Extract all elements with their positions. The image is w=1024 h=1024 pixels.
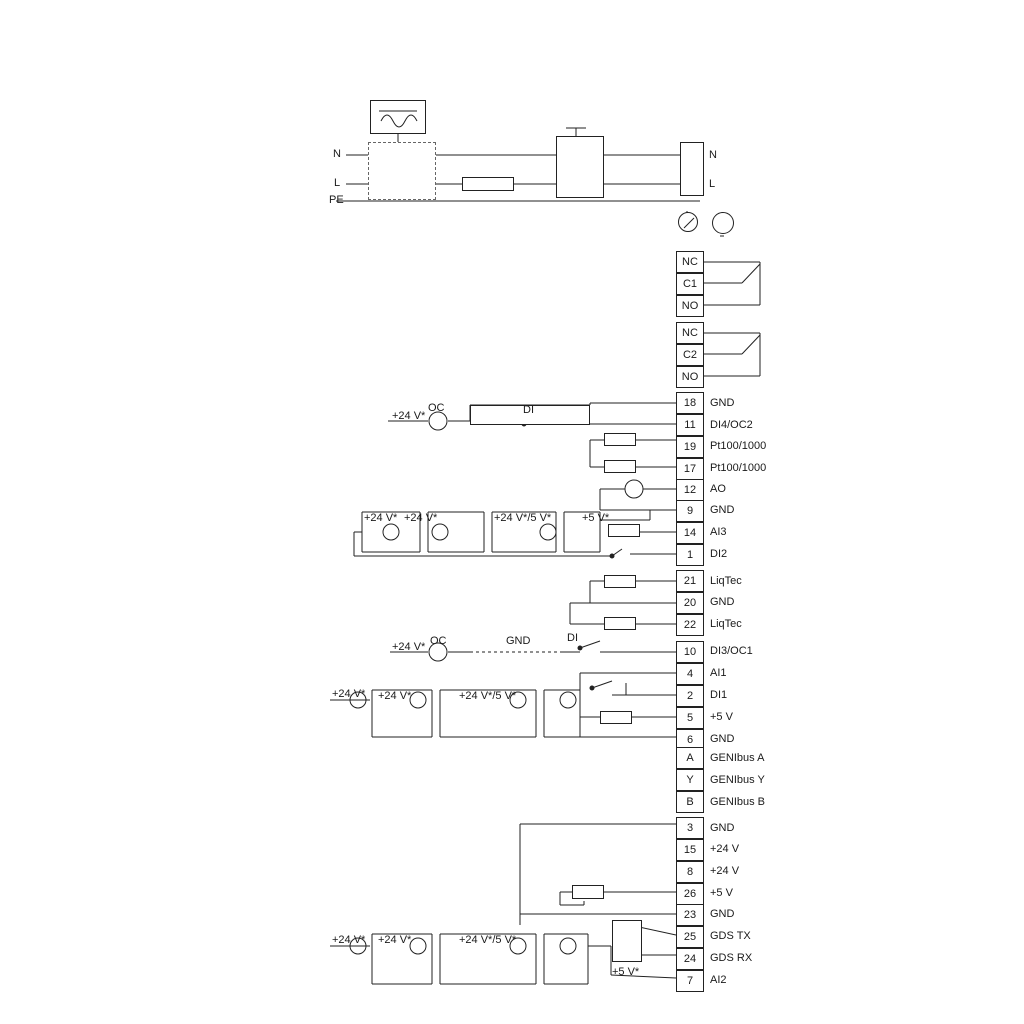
ai3-potentiometer [608, 524, 640, 537]
terminal-a-label: GENIbus A [710, 752, 765, 764]
ac-waveform-icon [370, 100, 426, 134]
terminal-3: 3 [676, 817, 704, 839]
terminal-24: 24 [676, 948, 704, 970]
annotation-oc-a: OC [428, 402, 445, 414]
annotation-di-a: DI [523, 404, 534, 416]
terminal-21-label: LiqTec [710, 575, 742, 587]
annotation-gnd-b: GND [506, 635, 531, 647]
terminal-10: 10 [676, 641, 704, 663]
pt100-resistor-1 [604, 433, 636, 446]
annotation-245v-c: +24 V*/5 V* [459, 934, 517, 946]
relay1-terminal-no: NO [676, 295, 704, 317]
terminal-19-label: Pt100/1000 [710, 440, 767, 452]
terminal-5-label: +5 V [710, 711, 733, 723]
label-pe: PE [329, 194, 344, 206]
terminal-21: 21 [676, 570, 704, 592]
terminal-4-label: AI1 [710, 667, 727, 679]
screw-terminal-icon [678, 212, 698, 232]
gds-module-box [612, 920, 642, 962]
liqtec-resistor-2 [604, 617, 636, 630]
terminal-22-label: LiqTec [710, 618, 742, 630]
terminal-b: B [676, 791, 704, 813]
annotation-24v-f: +24 V* [378, 690, 412, 702]
terminal-18-label: GND [710, 397, 735, 409]
terminal-11-label: DI4/OC2 [710, 419, 753, 431]
terminal-12: 12 [676, 479, 704, 501]
mains-terminal-block [680, 142, 704, 196]
relay1-terminal-c1: C1 [676, 273, 704, 295]
ai1-potentiometer [600, 711, 632, 724]
annotation-oc-b: OC [430, 635, 447, 647]
relay2-terminal-nc: NC [676, 322, 704, 344]
annotation-24v-d: +24 V* [392, 641, 426, 653]
terminal-23-label: GND [710, 908, 735, 920]
annotation-24v-e: +24 V* [332, 688, 366, 700]
label-l-out: L [709, 178, 716, 190]
annotation-24v-h: +24 V* [378, 934, 412, 946]
terminal-7: 7 [676, 970, 704, 992]
terminal-1: 1 [676, 544, 704, 566]
annotation-5v-b: +5 V* [612, 966, 640, 978]
earth-icon [712, 212, 734, 234]
terminal-17-label: Pt100/1000 [710, 462, 767, 474]
terminal-8: 8 [676, 861, 704, 883]
label-n-out: N [709, 149, 717, 161]
terminal-15: 15 [676, 839, 704, 861]
relay2-terminal-no: NO [676, 366, 704, 388]
emc-filter-block [368, 142, 436, 200]
annotation-24v-a: +24 V* [392, 410, 426, 422]
terminal-8-label: +24 V [710, 865, 740, 877]
liqtec-resistor-1 [604, 575, 636, 588]
terminal-15-label: +24 V [710, 843, 740, 855]
annotation-245v-b: +24 V*/5 V* [459, 690, 517, 702]
annotation-24v-g: +24 V* [332, 934, 366, 946]
annotation-245v-a: +24 V*/5 V* [494, 512, 552, 524]
terminal-20: 20 [676, 592, 704, 614]
terminal-14: 14 [676, 522, 704, 544]
gds-resistor [572, 885, 604, 899]
terminal-y: Y [676, 769, 704, 791]
terminal-2-label: DI1 [710, 689, 728, 701]
terminal-22: 22 [676, 614, 704, 636]
label-n-in: N [333, 148, 341, 160]
terminal-a: A [676, 747, 704, 769]
relay1-terminal-nc: NC [676, 251, 704, 273]
relay2-terminal-c2: C2 [676, 344, 704, 366]
terminal-y-label: GENIbus Y [710, 774, 765, 786]
fuse-icon [462, 177, 514, 191]
terminal-14-label: AI3 [710, 526, 727, 538]
terminal-23: 23 [676, 904, 704, 926]
terminal-7-label: AI2 [710, 974, 727, 986]
terminal-24-label: GDS RX [710, 952, 753, 964]
terminal-26-label: +5 V [710, 887, 733, 899]
terminal-3-label: GND [710, 822, 735, 834]
annotation-24v-c: +24 V* [404, 512, 438, 524]
switch-icon [556, 136, 604, 198]
annotation-5v-a: +5 V* [582, 512, 610, 524]
terminal-19: 19 [676, 436, 704, 458]
terminal-11: 11 [676, 414, 704, 436]
terminal-17: 17 [676, 458, 704, 480]
terminal-25: 25 [676, 926, 704, 948]
terminal-10-label: DI3/OC1 [710, 645, 753, 657]
terminal-12-label: AO [710, 483, 726, 495]
annotation-24v-b: +24 V* [364, 512, 398, 524]
terminal-18: 18 [676, 392, 704, 414]
pt100-resistor-2 [604, 460, 636, 473]
terminal-26: 26 [676, 883, 704, 905]
terminal-6-label: GND [710, 733, 735, 745]
label-l-in: L [334, 177, 341, 189]
annotation-di-b: DI [567, 632, 578, 644]
terminal-1-label: DI2 [710, 548, 728, 560]
terminal-2: 2 [676, 685, 704, 707]
terminal-b-label: GENIbus B [710, 796, 766, 808]
terminal-9-label: GND [710, 504, 735, 516]
terminal-4: 4 [676, 663, 704, 685]
terminal-6: 6 [676, 729, 704, 751]
terminal-9: 9 [676, 500, 704, 522]
terminal-25-label: GDS TX [710, 930, 751, 942]
terminal-20-label: GND [710, 596, 735, 608]
terminal-5: 5 [676, 707, 704, 729]
